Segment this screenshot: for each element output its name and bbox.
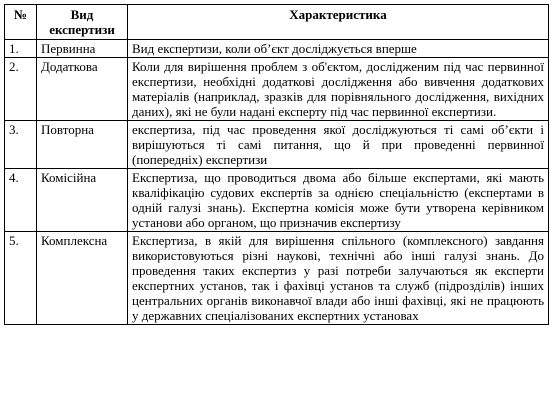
row-description: Експертиза, в якій для вирішення спільного (комплексного) завдання використовуються різні наукові, технічні або інші галузі знань. До проведення таких експертиз у разі потреби залучаються як експерти експертних установ, так і фахівці установ та служб (підрозділів) інших центральних органів виконавчої влади або інші фахівці, які не працюють у державних спеціалізованих експертних установах	[128, 232, 549, 325]
table-row	[5, 121, 549, 169]
row-number: 3.	[5, 121, 37, 169]
expertise-types-table	[4, 4, 549, 325]
row-type: Повторна	[37, 121, 128, 169]
table-row	[5, 169, 549, 232]
row-description: експертиза, під час проведення якої досліджуються ті самі об’єкти і вирішуються ті самі питання, що й при проведенні первинної (попередніх) експертизи	[128, 121, 549, 169]
row-type: Первинна	[37, 40, 128, 58]
row-type: Додаткова	[37, 58, 128, 121]
table-row	[5, 232, 549, 325]
row-number: 4.	[5, 169, 37, 232]
row-number: 5.	[5, 232, 37, 325]
header-number: №	[5, 5, 37, 40]
header-description: Характеристика	[128, 5, 549, 40]
table-row	[5, 40, 549, 58]
row-description: Вид експертизи, коли об’єкт досліджується вперше	[128, 40, 549, 58]
header-type: Вид експертизи	[37, 5, 128, 40]
row-number: 1.	[5, 40, 37, 58]
row-description: Коли для вирішення проблем з об'єктом, дослідженим під час первинної експертизи, необхідні додаткові дослідження або вивчення додаткових матеріалів (наприклад, зразків для порівняльного дослідження, вихідних даних), які не були надані експерту під час первинної експертизи.	[128, 58, 549, 121]
row-number: 2.	[5, 58, 37, 121]
row-description: Експертиза, що проводиться двома або більше експертами, які мають кваліфікацію судових експертів за однією спеціальністю (експертами в одній галузі знань). Експертна комісія може бути утворена керівником установи або органом, що призначив експертизу	[128, 169, 549, 232]
table-header-row	[5, 5, 549, 40]
row-type: Комісійна	[37, 169, 128, 232]
row-type: Комплексна	[37, 232, 128, 325]
table-row	[5, 58, 549, 121]
